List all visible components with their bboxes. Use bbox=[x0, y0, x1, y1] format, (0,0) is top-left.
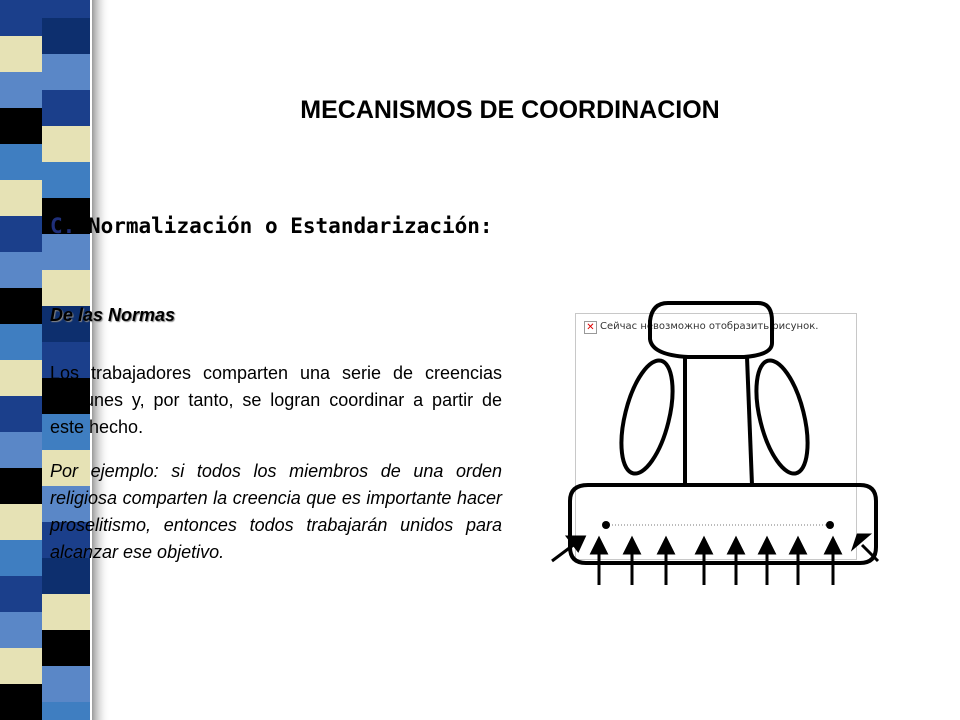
stripe-block bbox=[0, 288, 42, 324]
subtitle-text: Normalización o Estandarización: bbox=[87, 214, 493, 238]
diagram-stem-right bbox=[747, 357, 752, 485]
diagram-arrows bbox=[552, 535, 878, 585]
diagram-right-ellipse bbox=[747, 355, 818, 478]
stripe-block bbox=[42, 666, 90, 702]
stripe-block bbox=[0, 684, 42, 720]
stripe-block bbox=[0, 180, 42, 216]
broken-image-icon: ✕ bbox=[584, 321, 597, 334]
stripe-block bbox=[42, 234, 90, 270]
stripe-block bbox=[0, 540, 42, 576]
stripe-block bbox=[42, 162, 90, 198]
stripe-block bbox=[0, 72, 42, 108]
broken-image-message: Сейчас невозможно отобразить рисунок. bbox=[600, 321, 819, 332]
stripe-block bbox=[0, 216, 42, 252]
stripe-block bbox=[0, 108, 42, 144]
diagram-head-shape bbox=[650, 303, 772, 357]
stripe-block bbox=[42, 126, 90, 162]
stripe-block bbox=[42, 270, 90, 306]
stripe-block bbox=[0, 612, 42, 648]
diagram-left-ellipse bbox=[612, 355, 683, 478]
stripe-block bbox=[0, 396, 42, 432]
subtitle-letter: C. bbox=[50, 214, 76, 238]
stripe-block bbox=[42, 0, 90, 18]
paragraph-2: Por ejemplo: si todos los miembros de una orden religiosa comparten la creencia que es importante hacer proselitismo, entonces todos trabajarán unidos para alcanzar ese objetivo. bbox=[50, 461, 502, 562]
stripe-block bbox=[0, 360, 42, 396]
stripe-block bbox=[0, 144, 42, 180]
stripe-block bbox=[0, 252, 42, 288]
stripe-block bbox=[0, 576, 42, 612]
paragraph-1: Los trabajadores comparten una serie de creencias comunes y, por tanto, se logran coordinar a partir de este hecho. bbox=[50, 363, 502, 437]
stripe-block bbox=[42, 702, 90, 720]
stripe-block bbox=[42, 90, 90, 126]
stripe-block bbox=[42, 630, 90, 666]
coordination-diagram bbox=[540, 295, 890, 595]
stripe-block bbox=[42, 594, 90, 630]
stripe-block bbox=[0, 432, 42, 468]
diagram-left-dot bbox=[602, 521, 610, 529]
diagram-right-dot bbox=[826, 521, 834, 529]
section-heading: De las Normas bbox=[50, 305, 176, 325]
section-subtitle bbox=[50, 214, 493, 238]
stripe-block bbox=[0, 468, 42, 504]
stripe-block bbox=[0, 36, 42, 72]
stripe-block bbox=[0, 648, 42, 684]
slide-title: MECANISMOS DE COORDINACION bbox=[300, 96, 720, 124]
stripe-block bbox=[0, 0, 42, 36]
stripe-block bbox=[0, 504, 42, 540]
stripe-block bbox=[0, 324, 42, 360]
stripe-block bbox=[42, 54, 90, 90]
stripe-block bbox=[42, 18, 90, 54]
